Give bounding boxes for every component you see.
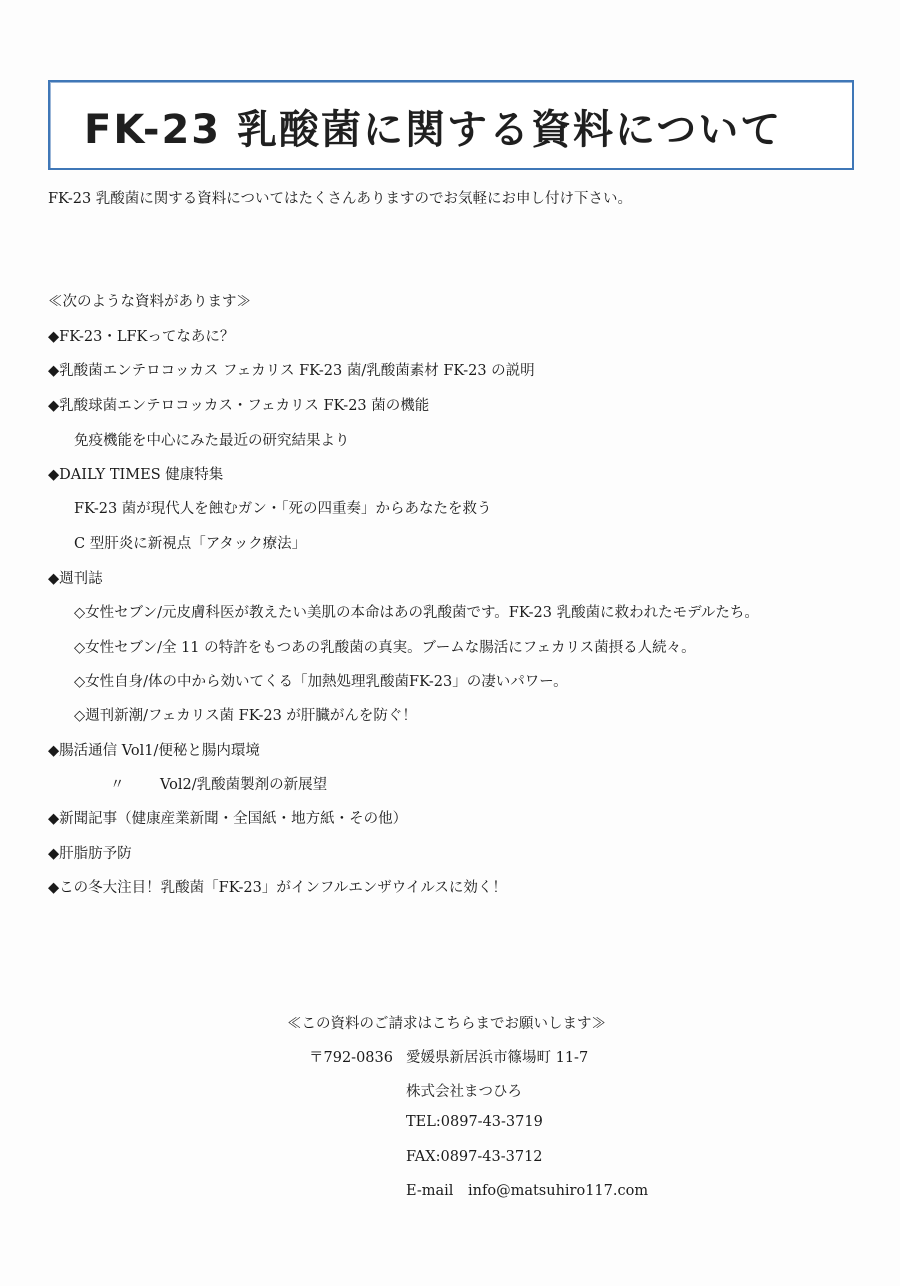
list-item: ◆腸活通信 Vol1/便秘と腸内環境 (48, 743, 260, 759)
list-item: ◆乳酸球菌エンテロコッカス・フェカリス FK-23 菌の機能 (48, 398, 430, 414)
contact-address: 愛媛県新居浜市篠場町 11-7 (406, 1050, 589, 1066)
list-item: ◆肝脂肪予防 (48, 846, 132, 862)
page-title: FK-23 乳酸菌に関する資料について (84, 107, 783, 153)
list-item: ◆乳酸菌エンテロコッカス フェカリス FK-23 菌/乳酸菌素材 FK-23 の説明 (48, 363, 535, 379)
list-subitem: ◇女性セブン/元皮膚科医が教えたい美肌の本命はあの乳酸菌です。FK-23 乳酸菌に救われたモデルたち。 (74, 605, 759, 621)
contact-tel: TEL:0897-43-3719 (406, 1114, 543, 1130)
list-subitem: ◇女性セブン/全 11 の特許をもつあの乳酸菌の真実。ブームな腸活にフェカリス菌摂る人続々。 (74, 640, 696, 656)
list-subitem: ◇週刊新潮/フェカリス菌 FK-23 が肝臓がんを防ぐ！ (74, 708, 417, 724)
list-item: ◆新聞記事（健康産業新聞・全国紙・地方紙・その他） (48, 811, 408, 827)
contact-heading: ≪この資料のご請求はこちらまでお願いします≫ (287, 1016, 606, 1032)
list-heading: ≪次のような資料があります≫ (48, 294, 251, 310)
ditto-mark: 〃 (110, 777, 125, 793)
list-subitem: C 型肝炎に新視点「アタック療法」 (74, 536, 307, 552)
contact-email[interactable]: info@matsuhiro117.com (468, 1183, 649, 1199)
list-subitem: ◇女性自身/体の中から効いてくる「加熱処理乳酸菌FK-23」の凄いパワー。 (74, 674, 568, 690)
contact-postal: 〒792-0836 (309, 1050, 393, 1066)
list-item: ◆FK-23・LFKってなあに？ (48, 329, 235, 345)
title-box (48, 80, 854, 170)
list-item: ◆この冬大注目！乳酸菌「FK-23」がインフルエンザウイルスに効く！ (48, 880, 507, 896)
list-subitem: 免疫機能を中心にみた最近の研究結果より (74, 433, 350, 449)
contact-company: 株式会社まつひろ (406, 1084, 522, 1100)
contact-fax: FAX:0897-43-3712 (406, 1149, 543, 1165)
list-subitem-text: Vol2/乳酸菌製剤の新展望 (160, 777, 328, 793)
contact-email-label: E-mail (406, 1183, 454, 1199)
list-item: ◆週刊誌 (48, 571, 103, 587)
list-subitem: FK-23 菌が現代人を蝕むガン・「死の四重奏」からあなたを救う (74, 501, 492, 517)
list-item: ◆DAILY TIMES 健康特集 (48, 467, 224, 483)
list-subitem-ditto (110, 773, 327, 794)
intro-text: FK-23 乳酸菌に関する資料についてはたくさんありますのでお気軽にお申し付け下さい。 (48, 191, 633, 207)
